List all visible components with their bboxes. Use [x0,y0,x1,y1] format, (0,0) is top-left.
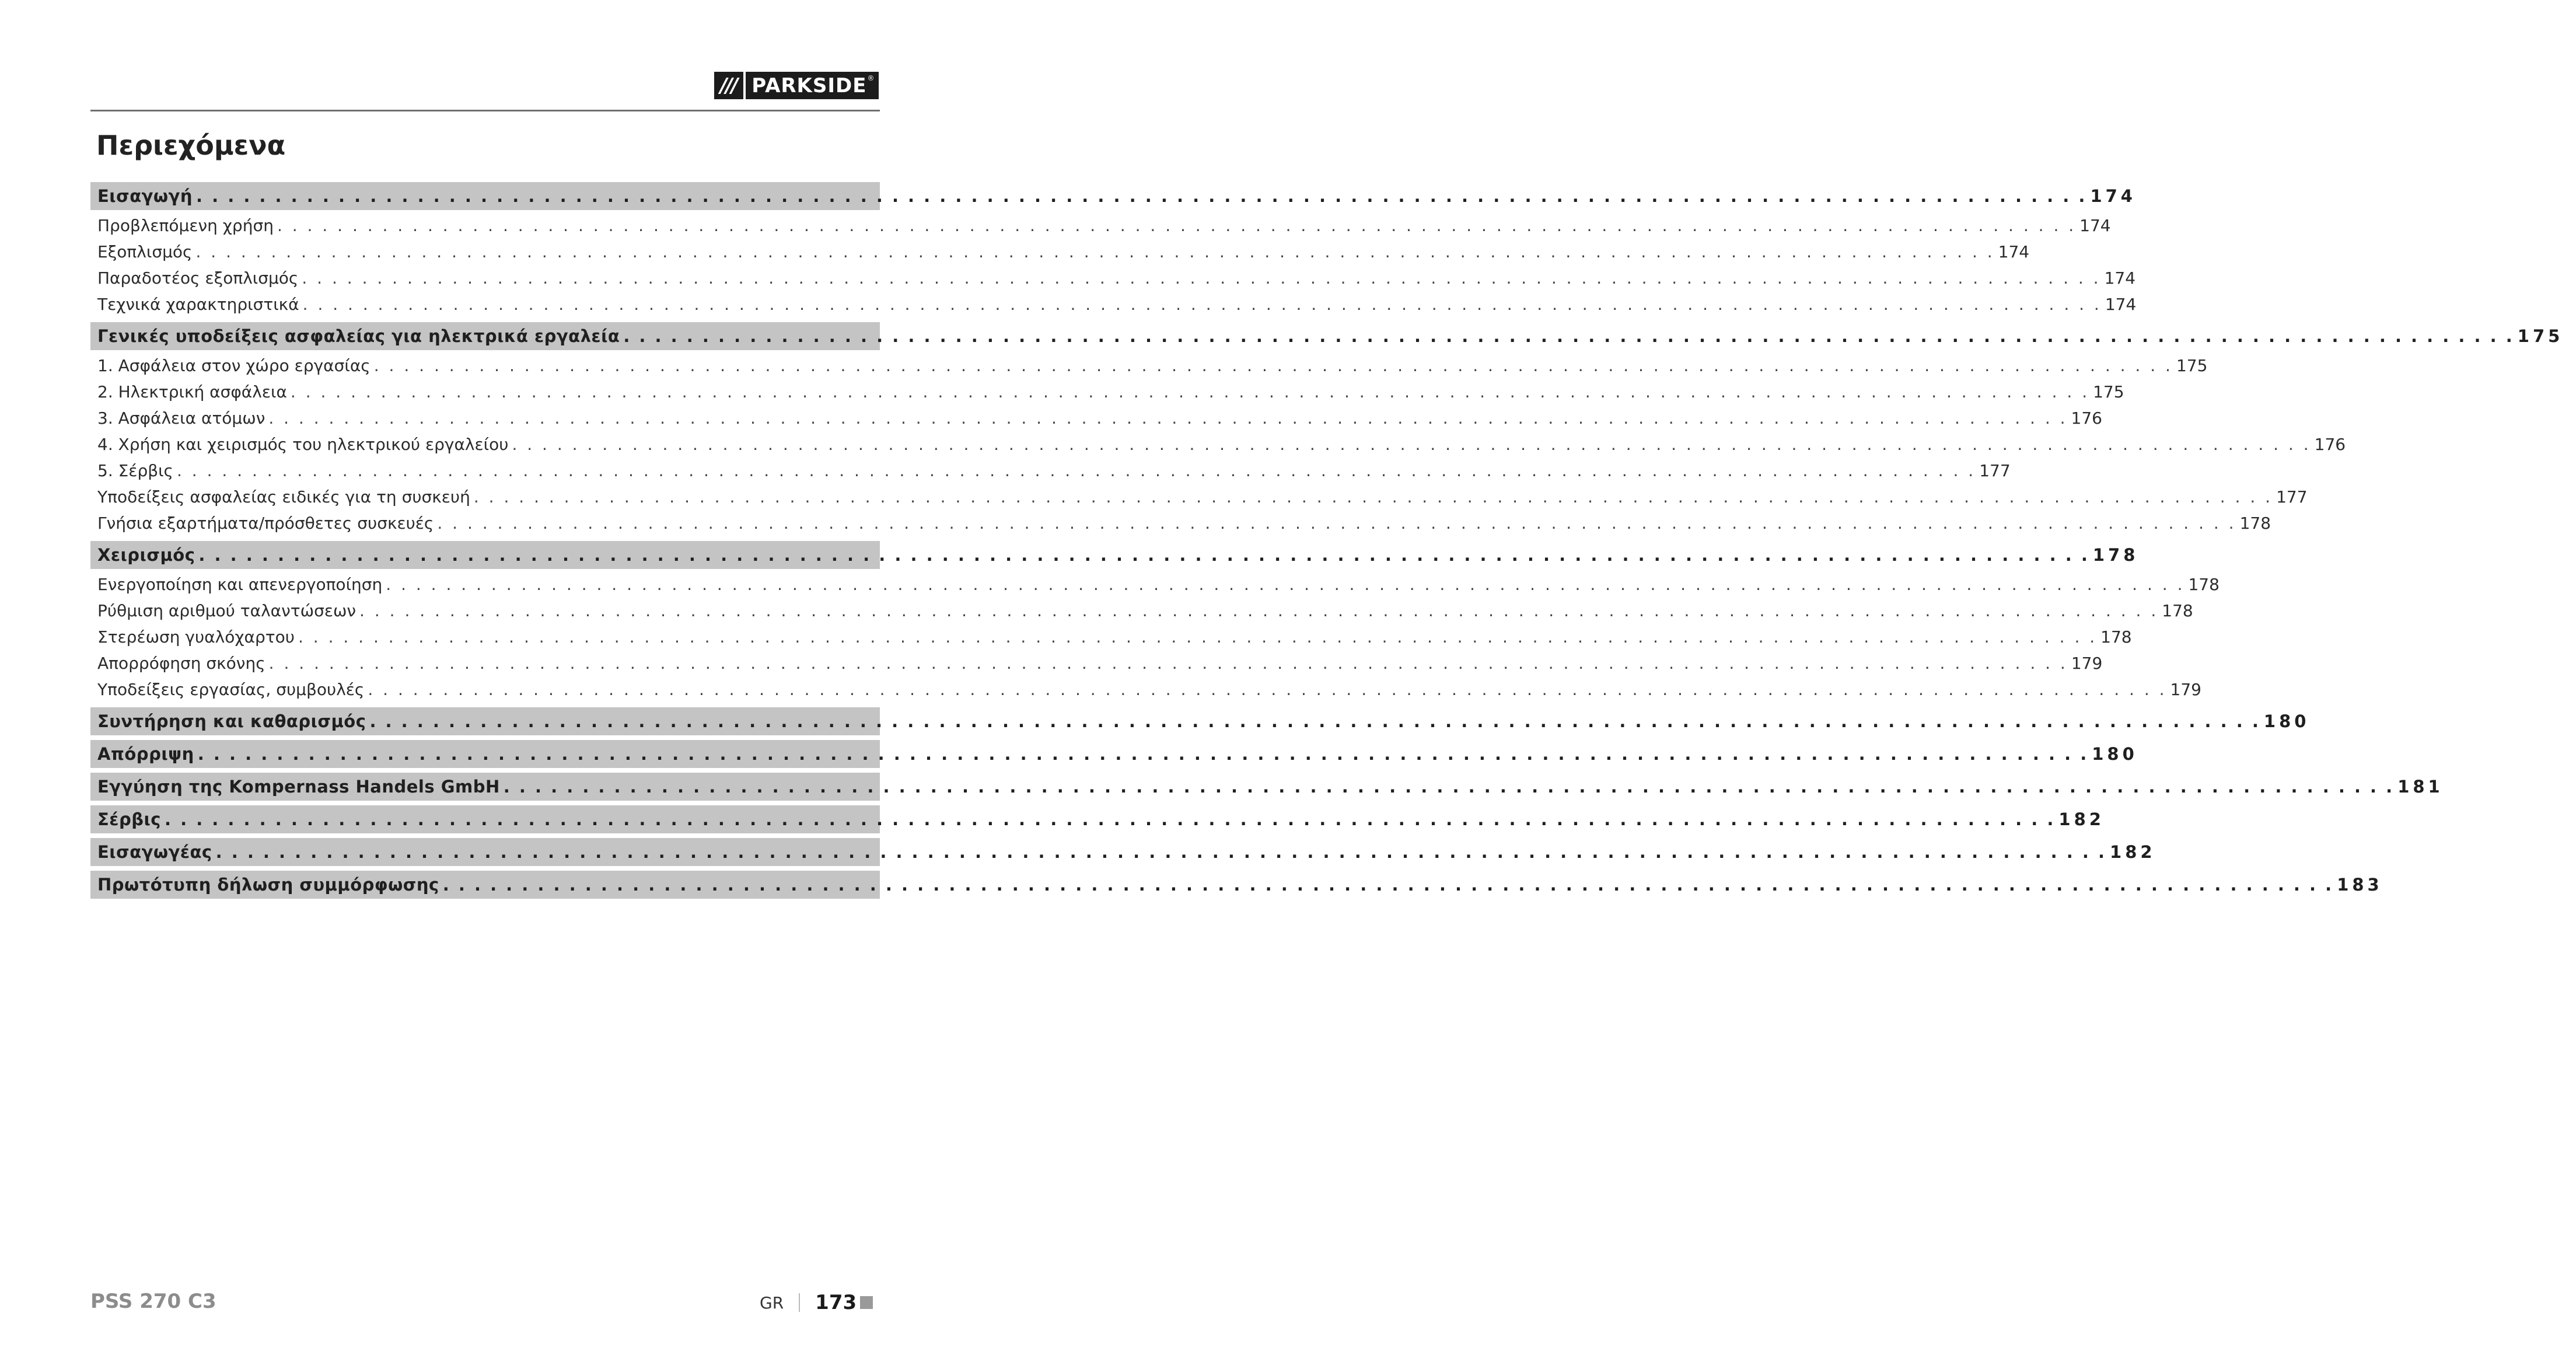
toc-label: Τεχνικά χαρακτηριστικά [97,295,299,314]
toc-entry-row [90,510,2271,536]
toc-page-number: 183 [2337,875,2383,895]
toc-page-number: 174 [2105,295,2137,314]
toc-leader-dots: . . . . . . . . . . . . . . . . . . . . . . . . . . . . . . . . . . . . . . . . . . . . . . . . . . . . . . . . . . . . . . . . . . . . . . . . . . . . . . . . . . . . . . . . . . . . . . . . . . . . . . . . . . . . . . . . . . . . . . . . [268,654,2068,673]
toc-leader-dots: . . . . . . . . . . . . . . . . . . . . . . . . . . . . . . . . . . . . . . . . . . . . . . . . . . . . . . . . . . . . . . . . . . . . . . . . . . . . . . . . . . . . . . . . . . . . . . . . . . . . . . . . . . . . . . . . . . . . . . . . [177,461,1976,480]
logo-registered-mark: ® [867,74,875,82]
toc-label: Υποδείξεις ασφαλείας ειδικές για τη συσκευή [97,487,470,507]
logo-separator [743,72,746,99]
toc-entry-row [90,379,2124,405]
toc-label: Απόρριψη [97,744,194,764]
toc-page-number: 180 [2092,744,2138,764]
toc-label: Γενικές υποδείξεις ασφαλείας για ηλεκτρικά εργαλεία [97,326,620,346]
toc-entry-row [90,624,2132,650]
toc-leader-dots: . . . . . . . . . . . . . . . . . . . . . . . . . . . . . . . . . . . . . . . . . . . . . . . . . . . . . . . . . . . . . . . . . . . . . . . . . . . . . . . . . . . . . . . . . . . . . . . . . . . . . . . . . . . . . . . . . . . . . . . . [298,627,2098,647]
toc-section-row [90,740,2138,768]
toc-page-number: 178 [2239,514,2271,533]
toc-label: Πρωτότυπη δήλωση συμμόρφωσης [97,875,439,895]
toc-leader-dots: . . . . . . . . . . . . . . . . . . . . . . . . . . . . . . . . . . . . . . . . . . . . . . . . . . . . . . . . . . . . . . . . . . . . . . . . . . . . . . . . . . . . . . . . . . . . . . . . . . . . . . . . . . . . . . . . . . . . . . . . [290,382,2090,402]
toc-entry-row [90,265,2136,291]
toc-page-number: 176 [2314,435,2346,454]
toc-section-row [90,541,2139,569]
toc-leader-dots: . . . . . . . . . . . . . . . . . . . . . . . . . . . . . . . . . . . . . . . . . . . . . . . . . . . . . . . . . . . . . . . . . . . . . . . . . . . . . . . . . . . . . . . . . . . . . . . . . . . . . . . . . . . . . . . . . . . . . . . . [302,295,2102,314]
toc-label: Χειρισμός [97,545,195,565]
toc-label: Προβλεπόμενη χρήση [97,216,274,235]
toc-label: 1. Ασφάλεια στον χώρο εργασίας [97,356,371,375]
toc-entry-row [90,239,2030,265]
toc-label: Στερέωση γυαλόχαρτου [97,627,295,647]
toc-leader-dots: . . . . . . . . . . . . . . . . . . . . . . . . . . . . . . . . . . . . . . . . . . . . . . . . . . . . . . . . . . . . . . . . . . . . . . . . . . . . . . . . . . . . . . . . . . . . . . . . . . . . . . . . . . . . . . . . . . . . . . . . [195,242,1995,261]
toc-entry-row [90,598,2193,624]
toc-page-number: 174 [2104,268,2136,288]
toc-leader-dots: . . . . . . . . . . . . . . . . . . . . . . . . . . . . . . . . . . . . . . . . . . . . . . . . . . . . . . . . . . . . . . . . . . . . . . . . . . . . . . . . . . . . . . . . . . . . . . . . . . . . . . . . . . . . . . . . . . . . . . . . [473,487,2273,507]
toc-page-number: 181 [2397,777,2444,797]
toc-leader-dots: . . . . . . . . . . . . . . . . . . . . . . . . . . . . . . . . . . . . . . . . . . . . . . . . . . . . . . . . . . . . . . . . . . . . . . . . . . . . . . . . . . . . . . . . . . . . . . . . . . . . . . . . . . . . . . . . . . . . . . . . [197,744,2089,764]
toc-page-number: 178 [2188,575,2220,594]
toc-page-number: 182 [2110,842,2156,862]
toc-label: Σέρβις [97,809,161,829]
toc-label: Ενεργοποίηση και απενεργοποίηση [97,575,383,594]
toc-label: 2. Ηλεκτρική ασφάλεια [97,382,287,402]
toc-section-row [90,838,2156,866]
toc-label: Ρύθμιση αριθμού ταλαντώσεων [97,601,356,620]
footer-page-number: 173 [815,1291,857,1314]
toc-entry-row [90,571,2220,598]
toc-label: Απορρόφηση σκόνης [97,654,265,673]
logo-text: PARKSIDE [752,74,867,97]
toc-section-row [90,322,2564,350]
toc-entry-row [90,484,2308,510]
table-of-contents [90,182,2564,901]
toc-leader-dots: . . . . . . . . . . . . . . . . . . . . . . . . . . . . . . . . . . . . . . . . . . . . . . . . . . . . . . . . . . . . . . . . . . . . . . . . . . . . . . . . . . . . . . . . . . . . . . . . . . . . . . . . . . . . . . . . . . . . . . . . [503,777,2395,797]
toc-label: 5. Σέρβις [97,461,173,480]
toc-page-number: 174 [2090,186,2136,206]
toc-entry-row [90,650,2103,676]
toc-label: 4. Χρήση και χειρισμός του ηλεκτρικού εργαλείου [97,435,509,454]
toc-page-number: 175 [2176,356,2208,375]
toc-leader-dots: . . . . . . . . . . . . . . . . . . . . . . . . . . . . . . . . . . . . . . . . . . . . . . . . . . . . . . . . . . . . . . . . . . . . . . . . . . . . . . . . . . . . . . . . . . . . . . . . . . . . . . . . . . . . . . . . . . . . . . . . [369,711,2260,731]
toc-page-number: 178 [2100,627,2132,647]
toc-leader-dots: . . . . . . . . . . . . . . . . . . . . . . . . . . . . . . . . . . . . . . . . . . . . . . . . . . . . . . . . . . . . . . . . . . . . . . . . . . . . . . . . . . . . . . . . . . . . . . . . . . . . . . . . . . . . . . . . . . . . . . . . [368,680,2167,699]
footer-divider [799,1293,800,1312]
toc-label: 3. Ασφάλεια ατόμων [97,409,265,428]
toc-label: Συντήρηση και καθαρισμός [97,711,366,731]
toc-page-number: 175 [2093,382,2124,402]
toc-leader-dots: . . . . . . . . . . . . . . . . . . . . . . . . . . . . . . . . . . . . . . . . . . . . . . . . . . . . . . . . . . . . . . . . . . . . . . . . . . . . . . . . . . . . . . . . . . . . . . . . . . . . . . . . . . . . . . . . . . . . . . . . [302,268,2101,288]
toc-page-number: 182 [2058,809,2105,829]
toc-leader-dots: . . . . . . . . . . . . . . . . . . . . . . . . . . . . . . . . . . . . . . . . . . . . . . . . . . . . . . . . . . . . . . . . . . . . . . . . . . . . . . . . . . . . . . . . . . . . . . . . . . . . . . . . . . . . . . . . . . . . . . . . [623,326,2514,346]
toc-label: Εισαγωγέας [97,842,212,862]
footer-model: PSS 270 C3 [90,1290,216,1313]
toc-leader-dots: . . . . . . . . . . . . . . . . . . . . . . . . . . . . . . . . . . . . . . . . . . . . . . . . . . . . . . . . . . . . . . . . . . . . . . . . . . . . . . . . . . . . . . . . . . . . . . . . . . . . . . . . . . . . . . . . . . . . . . . . [437,514,2236,533]
toc-label: Εισαγωγή [97,186,193,206]
toc-leader-dots: . . . . . . . . . . . . . . . . . . . . . . . . . . . . . . . . . . . . . . . . . . . . . . . . . . . . . . . . . . . . . . . . . . . . . . . . . . . . . . . . . . . . . . . . . . . . . . . . . . . . . . . . . . . . . . . . . . . . . . . . [215,842,2107,862]
toc-entry-row [90,405,2102,431]
toc-section-row [90,871,2383,899]
parkside-logo [714,72,879,99]
toc-leader-dots: . . . . . . . . . . . . . . . . . . . . . . . . . . . . . . . . . . . . . . . . . . . . . . . . . . . . . . . . . . . . . . . . . . . . . . . . . . . . . . . . . . . . . . . . . . . . . . . . . . . . . . . . . . . . . . . . . . . . . . . . [386,575,2185,594]
toc-section-row [90,707,2310,735]
footer-language: GR [760,1293,784,1312]
toc-leader-dots: . . . . . . . . . . . . . . . . . . . . . . . . . . . . . . . . . . . . . . . . . . . . . . . . . . . . . . . . . . . . . . . . . . . . . . . . . . . . . . . . . . . . . . . . . . . . . . . . . . . . . . . . . . . . . . . . . . . . . . . . [442,875,2334,895]
footer-pagination [760,1290,873,1315]
toc-section-row [90,182,2136,210]
toc-leader-dots: . . . . . . . . . . . . . . . . . . . . . . . . . . . . . . . . . . . . . . . . . . . . . . . . . . . . . . . . . . . . . . . . . . . . . . . . . . . . . . . . . . . . . . . . . . . . . . . . . . . . . . . . . . . . . . . . . . . . . . . . [268,409,2068,428]
toc-leader-dots: . . . . . . . . . . . . . . . . . . . . . . . . . . . . . . . . . . . . . . . . . . . . . . . . . . . . . . . . . . . . . . . . . . . . . . . . . . . . . . . . . . . . . . . . . . . . . . . . . . . . . . . . . . . . . . . . . . . . . . . . [198,545,2089,565]
toc-leader-dots: . . . . . . . . . . . . . . . . . . . . . . . . . . . . . . . . . . . . . . . . . . . . . . . . . . . . . . . . . . . . . . . . . . . . . . . . . . . . . . . . . . . . . . . . . . . . . . . . . . . . . . . . . . . . . . . . . . . . . . . . [195,186,2087,206]
toc-page-number: 175 [2517,326,2564,346]
toc-entry-row [90,676,2201,703]
toc-label: Εγγύηση της Kompernass Handels GmbH [97,777,500,797]
toc-label: Γνήσια εξαρτήματα/πρόσθετες συσκευές [97,514,434,533]
toc-leader-dots: . . . . . . . . . . . . . . . . . . . . . . . . . . . . . . . . . . . . . . . . . . . . . . . . . . . . . . . . . . . . . . . . . . . . . . . . . . . . . . . . . . . . . . . . . . . . . . . . . . . . . . . . . . . . . . . . . . . . . . . . [359,601,2159,620]
page-title: Περιεχόμενα [96,130,286,161]
toc-page-number: 178 [2092,545,2139,565]
toc-label: Υποδείξεις εργασίας, συμβουλές [97,680,365,699]
toc-label: Παραδοτέος εξοπλισμός [97,268,299,288]
toc-section-row [90,805,2105,833]
footer-square-mark [860,1296,873,1309]
toc-entry-row [90,352,2208,379]
toc-section-row [90,773,2444,801]
toc-entry-row [90,291,2137,317]
toc-leader-dots: . . . . . . . . . . . . . . . . . . . . . . . . . . . . . . . . . . . . . . . . . . . . . . . . . . . . . . . . . . . . . . . . . . . . . . . . . . . . . . . . . . . . . . . . . . . . . . . . . . . . . . . . . . . . . . . . . . . . . . . . [512,435,2311,454]
toc-page-number: 177 [1979,461,2011,480]
toc-page-number: 179 [2170,680,2201,699]
toc-page-number: 174 [2079,216,2111,235]
toc-leader-dots: . . . . . . . . . . . . . . . . . . . . . . . . . . . . . . . . . . . . . . . . . . . . . . . . . . . . . . . . . . . . . . . . . . . . . . . . . . . . . . . . . . . . . . . . . . . . . . . . . . . . . . . . . . . . . . . . . . . . . . . . [164,809,2056,829]
toc-page-number: 174 [1998,242,2030,261]
toc-page-number: 176 [2071,409,2102,428]
toc-leader-dots: . . . . . . . . . . . . . . . . . . . . . . . . . . . . . . . . . . . . . . . . . . . . . . . . . . . . . . . . . . . . . . . . . . . . . . . . . . . . . . . . . . . . . . . . . . . . . . . . . . . . . . . . . . . . . . . . . . . . . . . . [373,356,2173,375]
logo-slashes: /// [720,74,737,97]
toc-label: Εξοπλισμός [97,242,193,261]
toc-page-number: 178 [2162,601,2193,620]
toc-page-number: 179 [2071,654,2103,673]
toc-entry-row [90,431,2346,458]
toc-entry-row [90,458,2011,484]
header-rule [90,110,880,111]
toc-page-number: 180 [2263,711,2310,731]
toc-leader-dots: . . . . . . . . . . . . . . . . . . . . . . . . . . . . . . . . . . . . . . . . . . . . . . . . . . . . . . . . . . . . . . . . . . . . . . . . . . . . . . . . . . . . . . . . . . . . . . . . . . . . . . . . . . . . . . . . . . . . . . . . [277,216,2077,235]
toc-entry-row [90,212,2111,239]
toc-page-number: 177 [2276,487,2308,507]
